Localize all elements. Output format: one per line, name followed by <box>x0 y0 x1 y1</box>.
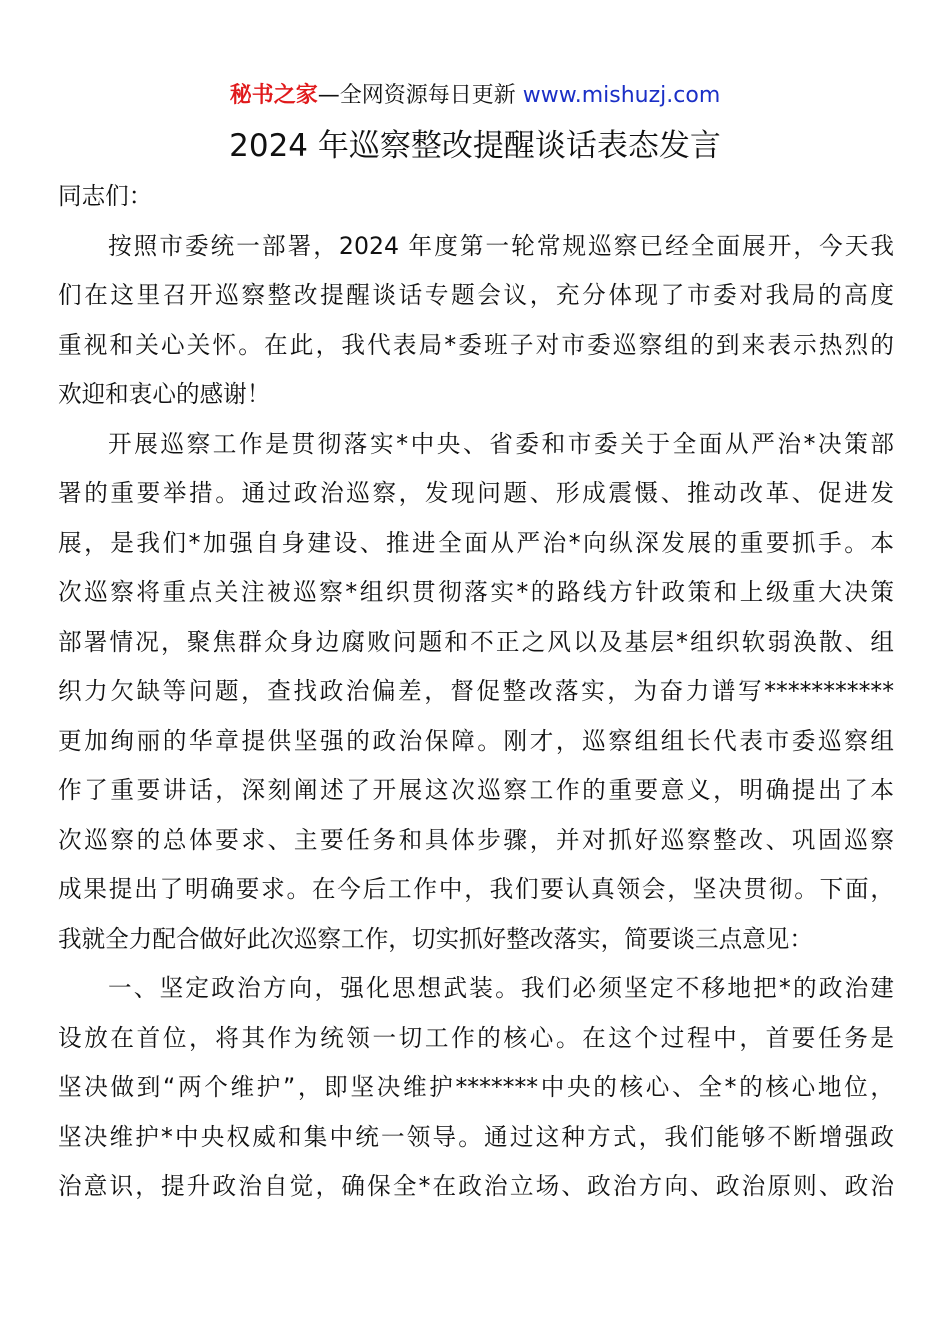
site-header <box>0 80 950 112</box>
paragraph-line: 坚决维护*中央权威和集中统一领导。通过这种方式，我们能够不断增强政 <box>58 1122 894 1151</box>
paragraph-line: 设放在首位，将其作为统领一切工作的核心。在这个过程中，首要任务是 <box>58 1023 894 1052</box>
paragraph-line: 展，是我们*加强自身建设、推进全面从严治*向纵深发展的重要抓手。本 <box>58 528 894 557</box>
salutation: 同志们： <box>58 182 153 210</box>
paragraph-line: 治意识，提升政治自觉，确保全*在政治立场、政治方向、政治原则、政治 <box>58 1172 894 1200</box>
document-body <box>58 172 894 1212</box>
paragraph-line: 次巡察将重点关注被巡察*组织贯彻落实*的路线方针政策和上级重大决策 <box>58 578 894 606</box>
paragraph-line: 次巡察的总体要求、主要任务和具体步骤，并对抓好巡察整改、巩固巡察 <box>58 825 894 854</box>
site-url-link[interactable]: www.mishuzj.com <box>522 83 721 108</box>
paragraph-line: 我就全力配合做好此次巡察工作，切实抓好整改落实，简要谈三点意见： <box>58 924 813 953</box>
paragraph-line: 按照市委统一部署，2024 年度第一轮常规巡察已经全面展开，今天我 <box>108 231 894 260</box>
document-title: 2024 年巡察整改提醒谈话表态发言 <box>229 128 721 164</box>
paragraph-line: 更加绚丽的华章提供坚强的政治保障。刚才，巡察组组长代表市委巡察组 <box>58 726 894 755</box>
paragraph-line: 部署情况，聚焦群众身边腐败问题和不正之风以及基层*组织软弱涣散、组 <box>58 627 894 656</box>
site-brand: 秘书之家 <box>229 83 318 108</box>
paragraph-line: 署的重要举措。通过政治巡察，发现问题、形成震慑、推动改革、促进发 <box>58 479 894 507</box>
paragraph-line: 开展巡察工作是贯彻落实*中央、省委和市委关于全面从严治*决策部 <box>108 429 894 458</box>
paragraph-line: 成果提出了明确要求。在今后工作中，我们要认真领会，坚决贯彻。下面， <box>58 875 894 903</box>
paragraph-line: 欢迎和衷心的感谢！ <box>58 380 271 408</box>
paragraph-line: 们在这里召开巡察整改提醒谈话专题会议，充分体现了市委对我局的高度 <box>58 281 894 309</box>
site-tagline: —全网资源每日更新 <box>317 83 523 108</box>
paragraph-line: 作了重要讲话，深刻阐述了开展这次巡察工作的重要意义，明确提出了本 <box>58 776 894 804</box>
paragraph-line: 织力欠缺等问题，查找政治偏差，督促整改落实，为奋力谱写*********** <box>58 677 894 705</box>
paragraph-line: 重视和关心关怀。在此，我代表局*委班子对市委巡察组的到来表示热烈的 <box>58 330 894 359</box>
paragraph-line: 一、坚定政治方向，强化思想武装。我们必须坚定不移地把*的政治建 <box>108 974 894 1002</box>
paragraph-line: 坚决做到“两个维护”，即坚决维护*******中央的核心、全*的核心地位， <box>58 1073 894 1101</box>
